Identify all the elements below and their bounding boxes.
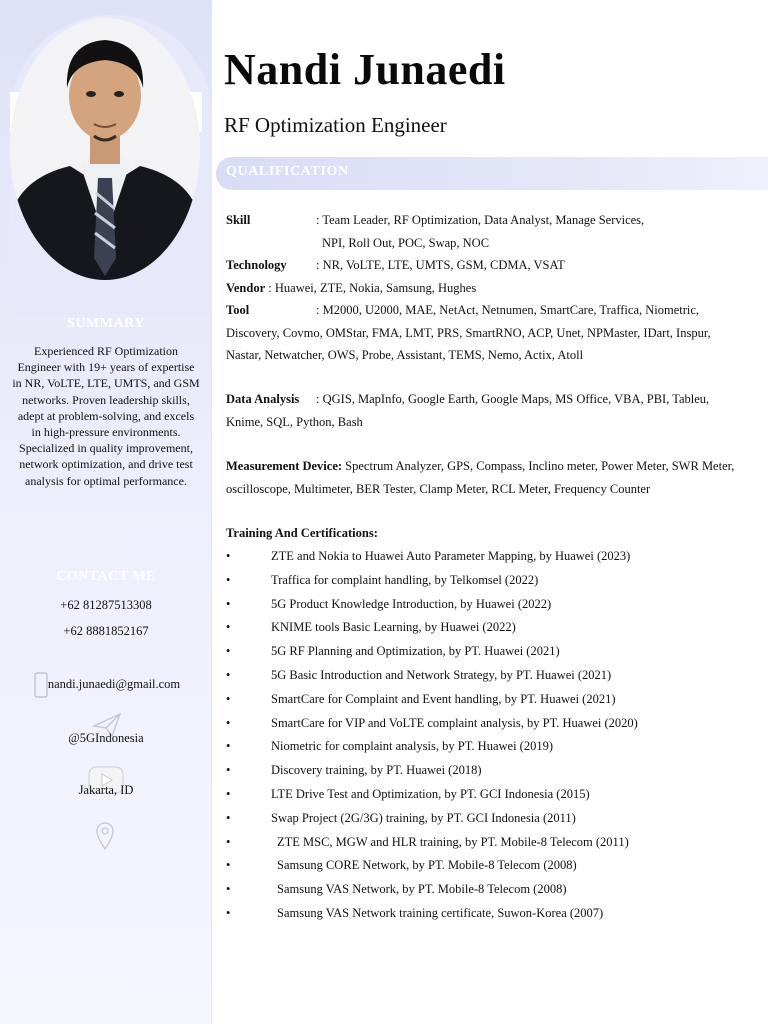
bullet-marker: • (226, 596, 231, 611)
training-item-text: 5G RF Planning and Optimization, by PT. Huawei (2021) (271, 644, 560, 659)
measurement-value-line1: Spectrum Analyzer, GPS, Compass, Inclino meter, Power Meter, SWR Meter, (342, 459, 735, 473)
bullet-marker: • (226, 906, 231, 920)
bullet-marker: • (226, 715, 231, 730)
measurement-label: Measurement Device: (226, 459, 343, 473)
technology-label: Technology (226, 258, 287, 272)
technology-value: : NR, VoLTE, LTE, UMTS, GSM, CDMA, VSAT (316, 258, 565, 272)
vendor-row (226, 281, 476, 296)
bullet-marker: • (226, 882, 231, 897)
bullet-marker: • (226, 691, 231, 706)
tool-label: Tool (226, 303, 250, 317)
training-item-text: SmartCare for VIP and VoLTE complaint analysis, by PT. Huawei (2020) (271, 715, 638, 730)
training-item-text: 5G Product Knowledge Introduction, by Huawei (2022) (271, 596, 552, 611)
phone-number-secondary[interactable]: +62 8881852167 (63, 624, 149, 638)
training-item-text: Niometric for complaint analysis, by PT. Huawei (2019) (271, 739, 553, 754)
phone-number-primary[interactable]: +62 81287513308 (60, 598, 152, 612)
vendor-value: : Huawei, ZTE, Nokia, Samsung, Hughes (265, 281, 477, 295)
bullet-marker: • (226, 739, 231, 754)
bullet-marker: • (226, 810, 231, 825)
bullet-marker: • (226, 644, 231, 659)
tool-value-line1: : M2000, U2000, MAE, NetAct, Netnumen, SmartCare, Traffica, Niometric, (316, 303, 700, 317)
data-analysis-value-line2: Knime, SQL, Python, Bash (226, 415, 363, 429)
training-item-text: Traffica for complaint handling, by Telkomsel (2022) (271, 572, 539, 587)
bullet-marker: • (226, 572, 231, 587)
training-item-text: ZTE and Nokia to Huawei Auto Parameter Mapping, by Huawei (2023) (271, 549, 631, 563)
tool-value-line3: Nastar, Netwatcher, OWS, Probe, Assistant, TEMS, Nemo, Actix, Atoll (226, 348, 584, 362)
training-heading: Training And Certifications: (226, 526, 378, 540)
measurement-row (226, 459, 734, 474)
vendor-label: Vendor (226, 281, 266, 295)
summary-text: Experienced RF Optimization Engineer with 19+ years of expertise in NR, VoLTE, LTE, UMTS, and GSM networks. Proven leadership skills, adept at problem-solving, and excels in high-pressure environments. Specialized in quality improvement, network optimization, and drive test analysis for optimal performance. (12, 344, 200, 488)
training-item-text: ZTE MSC, MGW and HLR training, by PT. Mobile-8 Telecom (2011) (277, 834, 629, 849)
training-item-text: Samsung CORE Network, by PT. Mobile-8 Telecom (2008) (277, 858, 577, 873)
sidebar (0, 0, 212, 1024)
job-title: RF Optimization Engineer (224, 113, 447, 137)
skill-value-line1: : Team Leader, RF Optimization, Data Analyst, Manage Services, (316, 213, 645, 227)
contact-heading: CONTACT ME (56, 569, 156, 584)
skill-value-line2: NPI, Roll Out, POC, Swap, NOC (322, 236, 490, 250)
bullet-marker: • (226, 834, 231, 849)
training-item-text: Samsung VAS Network training certificate, Suwon-Korea (2007) (277, 906, 604, 920)
summary-heading: SUMMARY (67, 316, 145, 331)
training-item-text: KNIME tools Basic Learning, by Huawei (2022) (271, 620, 516, 635)
social-handle[interactable]: @5GIndonesia (68, 731, 144, 745)
bullet-marker: • (226, 763, 231, 778)
training-item-text: 5G Basic Introduction and Network Strategy, by PT. Huawei (2021) (271, 668, 612, 682)
data-analysis-label: Data Analysis (226, 392, 300, 406)
location-text: Jakarta, ID (78, 783, 134, 797)
data-analysis-value-line1: : QGIS, MapInfo, Google Earth, Google Maps, MS Office, VBA, PBI, Tableu, (316, 392, 710, 406)
location-pin-icon (96, 822, 114, 850)
bullet-marker: • (226, 620, 231, 635)
bullet-marker: • (226, 668, 231, 682)
candidate-name: Nandi Junaedi (224, 45, 506, 94)
bullet-marker: • (226, 858, 231, 873)
training-item-text: Samsung VAS Network, by PT. Mobile-8 Telecom (2008) (277, 882, 567, 897)
email-link[interactable]: nandi.junaedi@gmail.com (47, 677, 181, 691)
tool-value-line2: Discovery, Covmo, OMStar, FMA, LMT, PRS, SmartRNO, ACP, Unet, NPMaster, IDart, Inspur, (226, 326, 711, 340)
training-item-text: LTE Drive Test and Optimization, by PT. GCI Indonesia (2015) (271, 787, 590, 801)
training-item-text: Swap Project (2G/3G) training, by PT. GCI Indonesia (2011) (271, 810, 576, 825)
measurement-value-line2: oscilloscope, Multimeter, BER Tester, Clamp Meter, RCL Meter, Frequency Counter (226, 482, 651, 496)
skill-label: Skill (226, 213, 251, 227)
training-item-text: Discovery training, by PT. Huawei (2018) (271, 763, 482, 778)
training-item-text: SmartCare for Complaint and Event handling, by PT. Huawei (2021) (271, 691, 616, 706)
bullet-marker: • (226, 549, 231, 563)
qualification-heading: QUALIFICATION (226, 164, 349, 179)
bullet-marker: • (226, 787, 231, 801)
profile-photo (10, 18, 200, 280)
